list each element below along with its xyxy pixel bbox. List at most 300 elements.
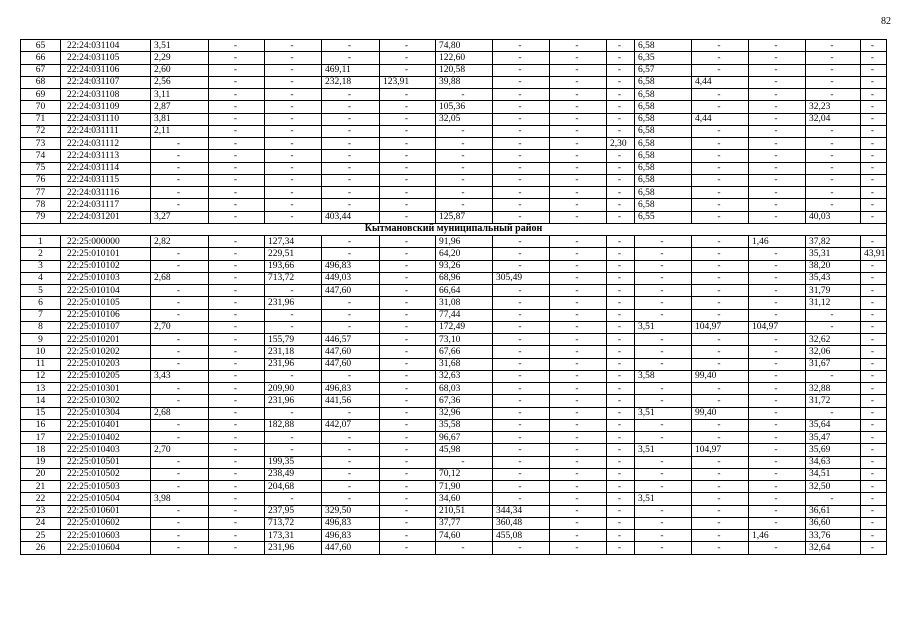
row-number-cell: 8	[21, 321, 61, 333]
value-cell: 120,58	[436, 64, 493, 76]
value-cell: 231,96	[265, 297, 322, 309]
value-cell: 231,96	[265, 358, 322, 370]
value-cell: 231,18	[265, 346, 322, 358]
cadastral-number-cell: 22:24:031108	[61, 89, 151, 101]
value-cell: -	[209, 187, 265, 199]
cadastral-number-cell: 22:25:010201	[61, 334, 151, 346]
value-cell: 32,05	[436, 113, 493, 125]
value-cell: -	[635, 456, 692, 468]
value-cell: -	[607, 444, 635, 456]
row-number-cell: 77	[21, 187, 61, 199]
value-cell: -	[493, 468, 550, 480]
value-cell: 229,51	[265, 248, 322, 260]
value-cell: -	[380, 101, 436, 113]
value-cell: -	[493, 456, 550, 468]
value-cell: -	[550, 260, 607, 272]
value-cell: 2,56	[151, 76, 209, 88]
value-cell: -	[151, 346, 209, 358]
value-cell: -	[635, 542, 692, 554]
value-cell: -	[692, 236, 749, 248]
value-cell: -	[749, 89, 806, 101]
value-cell: -	[692, 187, 749, 199]
value-cell: 2,70	[151, 444, 209, 456]
table-row	[21, 370, 887, 382]
value-cell: 1,46	[749, 530, 806, 542]
cadastral-number-cell: 22:25:010203	[61, 358, 151, 370]
value-cell: -	[209, 272, 265, 284]
value-cell: -	[493, 52, 550, 64]
value-cell: 1,46	[749, 236, 806, 248]
value-cell: -	[749, 370, 806, 382]
row-number-cell: 74	[21, 150, 61, 162]
value-cell: -	[692, 101, 749, 113]
value-cell: -	[322, 162, 380, 174]
cadastral-number-cell: 22:24:031114	[61, 162, 151, 174]
value-cell: -	[209, 530, 265, 542]
value-cell: 469,11	[322, 64, 380, 76]
value-cell: 237,95	[265, 505, 322, 517]
value-cell: -	[861, 321, 887, 333]
value-cell: -	[692, 517, 749, 529]
value-cell: -	[265, 285, 322, 297]
table-row	[21, 199, 887, 211]
value-cell: -	[749, 297, 806, 309]
value-cell: -	[861, 309, 887, 321]
row-number-cell: 16	[21, 419, 61, 431]
value-cell: -	[861, 530, 887, 542]
value-cell: -	[749, 432, 806, 444]
value-cell: 6,55	[635, 211, 692, 223]
value-cell: -	[692, 248, 749, 260]
value-cell: -	[380, 125, 436, 137]
value-cell: 32,96	[436, 407, 493, 419]
value-cell: 6,58	[635, 150, 692, 162]
value-cell: -	[493, 40, 550, 52]
row-number-cell: 18	[21, 444, 61, 456]
value-cell: -	[322, 468, 380, 480]
value-cell: 3,51	[635, 407, 692, 419]
value-cell: -	[380, 334, 436, 346]
value-cell: -	[322, 309, 380, 321]
value-cell: -	[692, 52, 749, 64]
value-cell: -	[692, 285, 749, 297]
value-cell: -	[209, 260, 265, 272]
value-cell: -	[692, 40, 749, 52]
value-cell: -	[550, 272, 607, 284]
value-cell: 31,12	[806, 297, 861, 309]
value-cell: -	[749, 309, 806, 321]
value-cell: -	[380, 456, 436, 468]
value-cell: 329,50	[322, 505, 380, 517]
row-number-cell: 25	[21, 530, 61, 542]
value-cell: 31,72	[806, 395, 861, 407]
cadastral-number-cell: 22:24:031107	[61, 76, 151, 88]
value-cell: 35,69	[806, 444, 861, 456]
table-row	[21, 89, 887, 101]
value-cell: -	[151, 481, 209, 493]
value-cell: -	[209, 162, 265, 174]
value-cell: 209,90	[265, 383, 322, 395]
value-cell: -	[749, 260, 806, 272]
value-cell: 35,31	[806, 248, 861, 260]
value-cell: -	[322, 444, 380, 456]
value-cell: -	[436, 187, 493, 199]
value-cell: -	[550, 64, 607, 76]
value-cell: 6,58	[635, 187, 692, 199]
value-cell: -	[806, 407, 861, 419]
value-cell: -	[692, 260, 749, 272]
value-cell: -	[493, 297, 550, 309]
value-cell: 172,49	[436, 321, 493, 333]
value-cell: 71,90	[436, 481, 493, 493]
value-cell: -	[692, 432, 749, 444]
value-cell: -	[635, 334, 692, 346]
value-cell: 199,35	[265, 456, 322, 468]
value-cell: -	[692, 468, 749, 480]
value-cell: -	[380, 309, 436, 321]
value-cell: 34,51	[806, 468, 861, 480]
value-cell: 6,35	[635, 52, 692, 64]
value-cell: -	[436, 138, 493, 150]
value-cell: -	[861, 505, 887, 517]
value-cell: -	[209, 432, 265, 444]
value-cell: -	[692, 199, 749, 211]
cadastral-number-cell: 22:24:031115	[61, 174, 151, 186]
value-cell: -	[265, 370, 322, 382]
value-cell: 68,96	[436, 272, 493, 284]
value-cell: -	[493, 76, 550, 88]
value-cell: 32,50	[806, 481, 861, 493]
value-cell: -	[550, 517, 607, 529]
value-cell: -	[692, 297, 749, 309]
value-cell: -	[550, 542, 607, 554]
cadastral-number-cell: 22:25:010107	[61, 321, 151, 333]
value-cell: -	[322, 187, 380, 199]
value-cell: -	[151, 419, 209, 431]
value-cell: 45,98	[436, 444, 493, 456]
value-cell: -	[322, 456, 380, 468]
value-cell: 39,88	[436, 76, 493, 88]
cadastral-number-cell: 22:25:010402	[61, 432, 151, 444]
value-cell: -	[607, 125, 635, 137]
value-cell: -	[550, 150, 607, 162]
table-row	[21, 346, 887, 358]
value-cell: -	[322, 89, 380, 101]
value-cell: -	[861, 113, 887, 125]
value-cell: -	[607, 468, 635, 480]
value-cell: 125,87	[436, 211, 493, 223]
value-cell: -	[806, 89, 861, 101]
value-cell: 155,79	[265, 334, 322, 346]
value-cell: -	[607, 419, 635, 431]
value-cell: -	[322, 248, 380, 260]
table-row	[21, 505, 887, 517]
cadastral-number-cell: 22:24:031104	[61, 40, 151, 52]
value-cell: -	[806, 321, 861, 333]
value-cell: 442,07	[322, 419, 380, 431]
value-cell: 496,83	[322, 517, 380, 529]
table-row	[21, 76, 887, 88]
value-cell: -	[493, 150, 550, 162]
value-cell: 231,96	[265, 395, 322, 407]
value-cell: -	[861, 346, 887, 358]
value-cell: 713,72	[265, 272, 322, 284]
value-cell: 32,04	[806, 113, 861, 125]
value-cell: -	[322, 52, 380, 64]
value-cell: -	[806, 199, 861, 211]
cadastral-number-cell: 22:25:010302	[61, 395, 151, 407]
value-cell: -	[806, 370, 861, 382]
value-cell: 6,58	[635, 113, 692, 125]
value-cell: 31,08	[436, 297, 493, 309]
value-cell: -	[493, 321, 550, 333]
value-cell: -	[607, 517, 635, 529]
value-cell: -	[209, 456, 265, 468]
table-row	[21, 64, 887, 76]
value-cell: -	[861, 383, 887, 395]
value-cell: -	[607, 432, 635, 444]
value-cell: -	[749, 493, 806, 505]
value-cell: -	[265, 187, 322, 199]
row-number-cell: 68	[21, 76, 61, 88]
value-cell: -	[749, 174, 806, 186]
value-cell: -	[493, 383, 550, 395]
value-cell: -	[550, 505, 607, 517]
value-cell: -	[749, 272, 806, 284]
value-cell: -	[209, 150, 265, 162]
value-cell: -	[493, 174, 550, 186]
value-cell: -	[151, 358, 209, 370]
cadastral-number-cell: 22:25:010205	[61, 370, 151, 382]
row-number-cell: 79	[21, 211, 61, 223]
value-cell: -	[607, 334, 635, 346]
value-cell: -	[436, 456, 493, 468]
value-cell: -	[607, 113, 635, 125]
value-cell: 66,64	[436, 285, 493, 297]
row-number-cell: 5	[21, 285, 61, 297]
value-cell: -	[607, 52, 635, 64]
value-cell: -	[607, 383, 635, 395]
table-row	[21, 493, 887, 505]
value-cell: -	[749, 125, 806, 137]
value-cell: 35,47	[806, 432, 861, 444]
value-cell: -	[436, 125, 493, 137]
value-cell: -	[749, 334, 806, 346]
value-cell: -	[380, 493, 436, 505]
value-cell: -	[749, 456, 806, 468]
table-row	[21, 248, 887, 260]
row-number-cell: 22	[21, 493, 61, 505]
value-cell: 96,67	[436, 432, 493, 444]
cadastral-number-cell: 22:25:010103	[61, 272, 151, 284]
value-cell: -	[322, 174, 380, 186]
value-cell: 4,44	[692, 113, 749, 125]
value-cell: -	[265, 432, 322, 444]
row-number-cell: 14	[21, 395, 61, 407]
value-cell: -	[209, 517, 265, 529]
value-cell: -	[861, 199, 887, 211]
value-cell: 3,51	[151, 40, 209, 52]
value-cell: -	[806, 162, 861, 174]
value-cell: -	[151, 395, 209, 407]
cadastral-number-cell: 22:25:010403	[61, 444, 151, 456]
value-cell: -	[861, 285, 887, 297]
value-cell: -	[607, 187, 635, 199]
value-cell: -	[635, 530, 692, 542]
value-cell: -	[861, 370, 887, 382]
table-row	[21, 321, 887, 333]
cadastral-number-cell: 22:25:010106	[61, 309, 151, 321]
value-cell: -	[493, 248, 550, 260]
value-cell: -	[749, 358, 806, 370]
value-cell: 35,58	[436, 419, 493, 431]
value-cell: 6,58	[635, 101, 692, 113]
value-cell: 122,60	[436, 52, 493, 64]
value-cell: -	[322, 321, 380, 333]
table-row	[21, 236, 887, 248]
value-cell: -	[861, 456, 887, 468]
value-cell: -	[692, 358, 749, 370]
value-cell: -	[607, 493, 635, 505]
value-cell: -	[209, 89, 265, 101]
value-cell: -	[749, 419, 806, 431]
cadastral-number-cell: 22:25:010604	[61, 542, 151, 554]
value-cell: 93,26	[436, 260, 493, 272]
value-cell: -	[151, 162, 209, 174]
value-cell: -	[209, 297, 265, 309]
value-cell: -	[861, 64, 887, 76]
value-cell: -	[607, 272, 635, 284]
value-cell: 344,34	[493, 505, 550, 517]
value-cell: -	[692, 211, 749, 223]
value-cell: -	[692, 419, 749, 431]
table-body-district-22-24	[21, 40, 887, 224]
value-cell: -	[861, 125, 887, 137]
value-cell: -	[692, 64, 749, 76]
value-cell: -	[265, 64, 322, 76]
value-cell: -	[493, 370, 550, 382]
value-cell: 123,91	[380, 76, 436, 88]
value-cell: -	[861, 517, 887, 529]
table-row	[21, 260, 887, 272]
value-cell: -	[550, 493, 607, 505]
value-cell: -	[806, 174, 861, 186]
table-row	[21, 542, 887, 554]
value-cell: -	[151, 248, 209, 260]
value-cell: -	[493, 101, 550, 113]
value-cell: -	[265, 76, 322, 88]
value-cell: 496,83	[322, 383, 380, 395]
value-cell: -	[635, 358, 692, 370]
value-cell: 403,44	[322, 211, 380, 223]
value-cell: 447,60	[322, 358, 380, 370]
value-cell: -	[749, 383, 806, 395]
row-number-cell: 23	[21, 505, 61, 517]
value-cell: 447,60	[322, 542, 380, 554]
row-number-cell: 26	[21, 542, 61, 554]
value-cell: -	[607, 199, 635, 211]
value-cell: -	[550, 138, 607, 150]
value-cell: 6,58	[635, 162, 692, 174]
value-cell: 104,97	[749, 321, 806, 333]
value-cell: -	[607, 358, 635, 370]
table-row	[21, 272, 887, 284]
value-cell: -	[209, 309, 265, 321]
value-cell: -	[550, 297, 607, 309]
value-cell: -	[151, 309, 209, 321]
value-cell: -	[493, 432, 550, 444]
cadastral-number-cell: 22:24:031112	[61, 138, 151, 150]
value-cell: -	[550, 285, 607, 297]
value-cell: -	[749, 444, 806, 456]
value-cell: -	[209, 542, 265, 554]
value-cell: -	[493, 89, 550, 101]
value-cell: -	[265, 407, 322, 419]
cadastral-values-table	[20, 39, 887, 555]
table-row	[21, 162, 887, 174]
value-cell: -	[493, 334, 550, 346]
value-cell: -	[550, 346, 607, 358]
value-cell: -	[635, 272, 692, 284]
value-cell: -	[209, 236, 265, 248]
value-cell: -	[380, 113, 436, 125]
value-cell: 91,96	[436, 236, 493, 248]
value-cell: -	[322, 432, 380, 444]
value-cell: -	[749, 395, 806, 407]
value-cell: -	[380, 150, 436, 162]
value-cell: -	[635, 248, 692, 260]
value-cell: -	[861, 187, 887, 199]
value-cell: -	[380, 407, 436, 419]
value-cell: -	[322, 407, 380, 419]
value-cell: -	[151, 517, 209, 529]
value-cell: -	[607, 40, 635, 52]
value-cell: -	[635, 236, 692, 248]
value-cell: -	[861, 419, 887, 431]
value-cell: -	[635, 419, 692, 431]
value-cell: -	[550, 334, 607, 346]
value-cell: -	[265, 199, 322, 211]
value-cell: -	[806, 138, 861, 150]
value-cell: -	[607, 456, 635, 468]
value-cell: -	[861, 444, 887, 456]
value-cell: -	[436, 89, 493, 101]
value-cell: -	[380, 236, 436, 248]
value-cell: 2,87	[151, 101, 209, 113]
value-cell: 74,60	[436, 530, 493, 542]
value-cell: -	[265, 113, 322, 125]
value-cell: -	[607, 370, 635, 382]
value-cell: 35,43	[806, 272, 861, 284]
cadastral-number-cell: 22:25:010504	[61, 493, 151, 505]
value-cell: -	[265, 125, 322, 137]
value-cell: -	[635, 432, 692, 444]
value-cell: -	[380, 419, 436, 431]
value-cell: -	[209, 76, 265, 88]
value-cell: 35,64	[806, 419, 861, 431]
value-cell: -	[749, 138, 806, 150]
value-cell: -	[493, 395, 550, 407]
value-cell: 3,51	[635, 493, 692, 505]
value-cell: -	[151, 334, 209, 346]
value-cell: -	[692, 346, 749, 358]
value-cell: -	[550, 89, 607, 101]
value-cell: -	[806, 493, 861, 505]
value-cell: -	[322, 125, 380, 137]
value-cell: -	[692, 150, 749, 162]
value-cell: -	[493, 199, 550, 211]
table-row	[21, 358, 887, 370]
